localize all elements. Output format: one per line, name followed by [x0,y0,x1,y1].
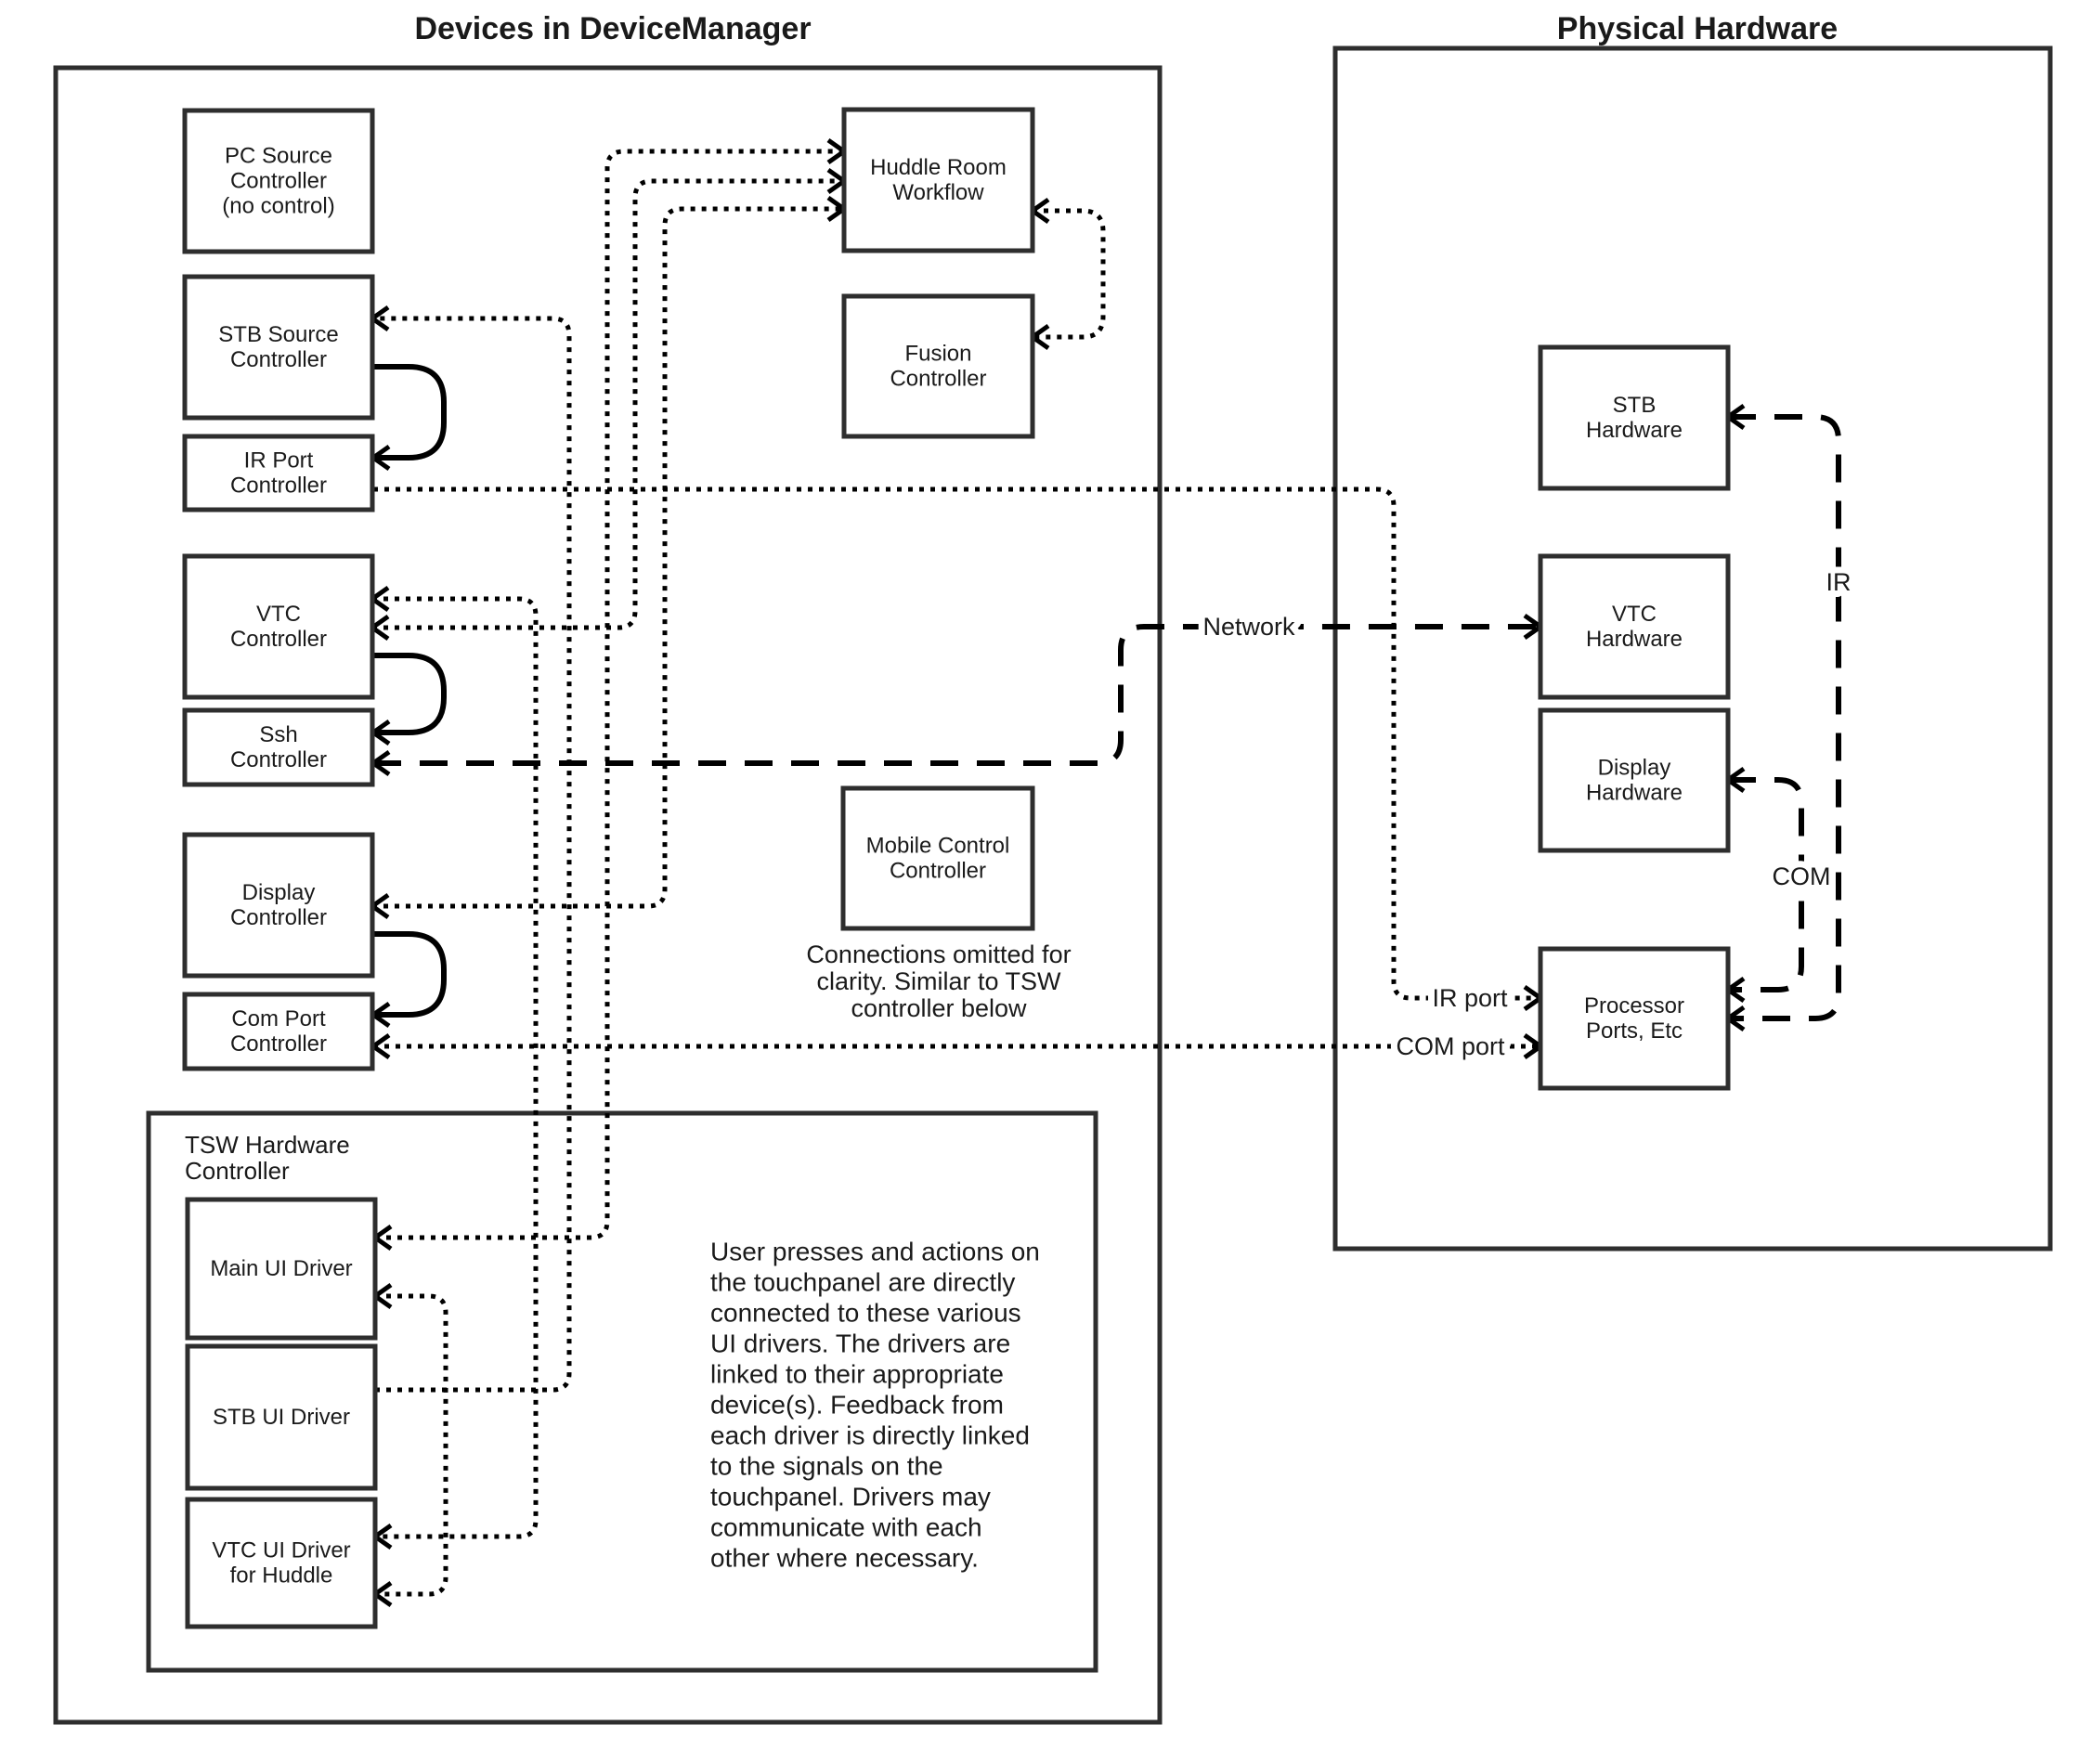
huddle-room-workflow-label: Huddle Room [870,155,1007,180]
fusion-controller-label: Fusion [904,341,972,367]
edge-stb-source-to-ir-port [372,367,444,458]
edge-stb-hw-processor-ir [1728,417,1839,1018]
vtc-hardware-label: Hardware [1585,627,1683,652]
edge-main-ui-vtc-ui [375,1296,446,1594]
stb-ui-driver-label: STB UI Driver [212,1405,351,1430]
edge-display-to-com-port [372,934,444,1015]
tsw-drivers-note: device(s). Feedback from [710,1390,1004,1420]
ir-port-controller-label: IR Port [243,447,314,473]
mobile-control-note: controller below [851,994,1027,1022]
display-hardware-label: Hardware [1585,780,1683,806]
vtc-ui-driver-for-huddle-label: VTC UI Driver [212,1537,351,1563]
stb-hardware-label: STB [1612,393,1657,418]
tsw-hardware-controller-panel-label: Controller [185,1157,290,1185]
tsw-drivers-note: linked to their appropriate [710,1359,1004,1389]
vtc-controller-label: VTC [256,602,301,627]
com-port-controller-label: Controller [229,1031,328,1057]
vtc-ui-driver-for-huddle-label: for Huddle [229,1563,333,1589]
tsw-drivers-note: touchpanel. Drivers may [710,1482,991,1511]
ssh-controller-label: Ssh [259,722,298,747]
pc-source-controller-label: (no control) [222,193,335,219]
edge-vtc-to-ssh [372,655,444,733]
physical-panel-title: Physical Hardware [1556,11,1839,46]
mobile-control-controller-label: Mobile Control [865,833,1010,859]
pc-source-controller-label: Controller [229,168,328,194]
ir-port-controller-label: Controller [229,473,328,499]
tsw-drivers-note: User presses and actions on [710,1237,1040,1266]
tsw-drivers-note: to the signals on the [710,1451,943,1481]
edge-stb-ui-to-stb-source [372,318,569,1390]
display-controller-label: Display [241,880,316,905]
display-hardware-label: Display [1597,755,1671,781]
huddle-room-workflow-label: Workflow [892,180,984,205]
edge-huddle-fusion [1033,211,1103,337]
edge-com-port-processor-label: COM port [1396,1032,1505,1060]
tsw-drivers-note: other where necessary. [710,1543,979,1573]
main-ui-driver-label: Main UI Driver [210,1256,353,1281]
stb-source-controller-label: STB Source [218,322,339,347]
edge-vtc-controller-vtc-ui [372,599,536,1537]
tsw-drivers-note: each driver is directly linked [710,1420,1030,1450]
mobile-control-note: clarity. Similar to TSW [816,967,1061,995]
edge-ir-port-to-processor-label: IR port [1432,984,1508,1012]
mobile-control-note: Connections omitted for [806,940,1072,968]
tsw-drivers-note: the touchpanel are directly [710,1267,1016,1297]
tsw-hardware-controller-panel-label: TSW Hardware [185,1131,350,1159]
stb-source-controller-label: Controller [229,347,328,372]
edge-stb-hw-processor-ir-label: IR [1826,568,1852,596]
processor-ports-etc-label: Ports, Etc [1585,1018,1683,1044]
devices-panel-title: Devices in DeviceManager [414,11,812,46]
edge-ssh-vtc-hardware-network [373,627,1540,763]
vtc-hardware-label: VTC [1612,602,1657,627]
display-controller-label: Controller [229,905,328,930]
fusion-controller-label: Controller [890,366,987,392]
tsw-drivers-note: UI drivers. The drivers are [710,1329,1011,1358]
pc-source-controller-label: PC Source [224,143,333,169]
ssh-controller-label: Controller [229,747,328,772]
processor-ports-etc-label: Processor [1583,993,1685,1018]
vtc-controller-label: Controller [229,627,328,652]
mobile-control-controller-label: Controller [889,858,987,884]
edge-ssh-vtc-hardware-network-label: Network [1202,613,1295,641]
com-port-controller-label: Com Port [231,1006,326,1031]
edge-display-hw-processor-com-label: COM [1772,863,1831,890]
tsw-drivers-note: communicate with each [710,1512,982,1542]
tsw-drivers-note: connected to these various [710,1298,1021,1328]
stb-hardware-label: Hardware [1585,418,1683,443]
